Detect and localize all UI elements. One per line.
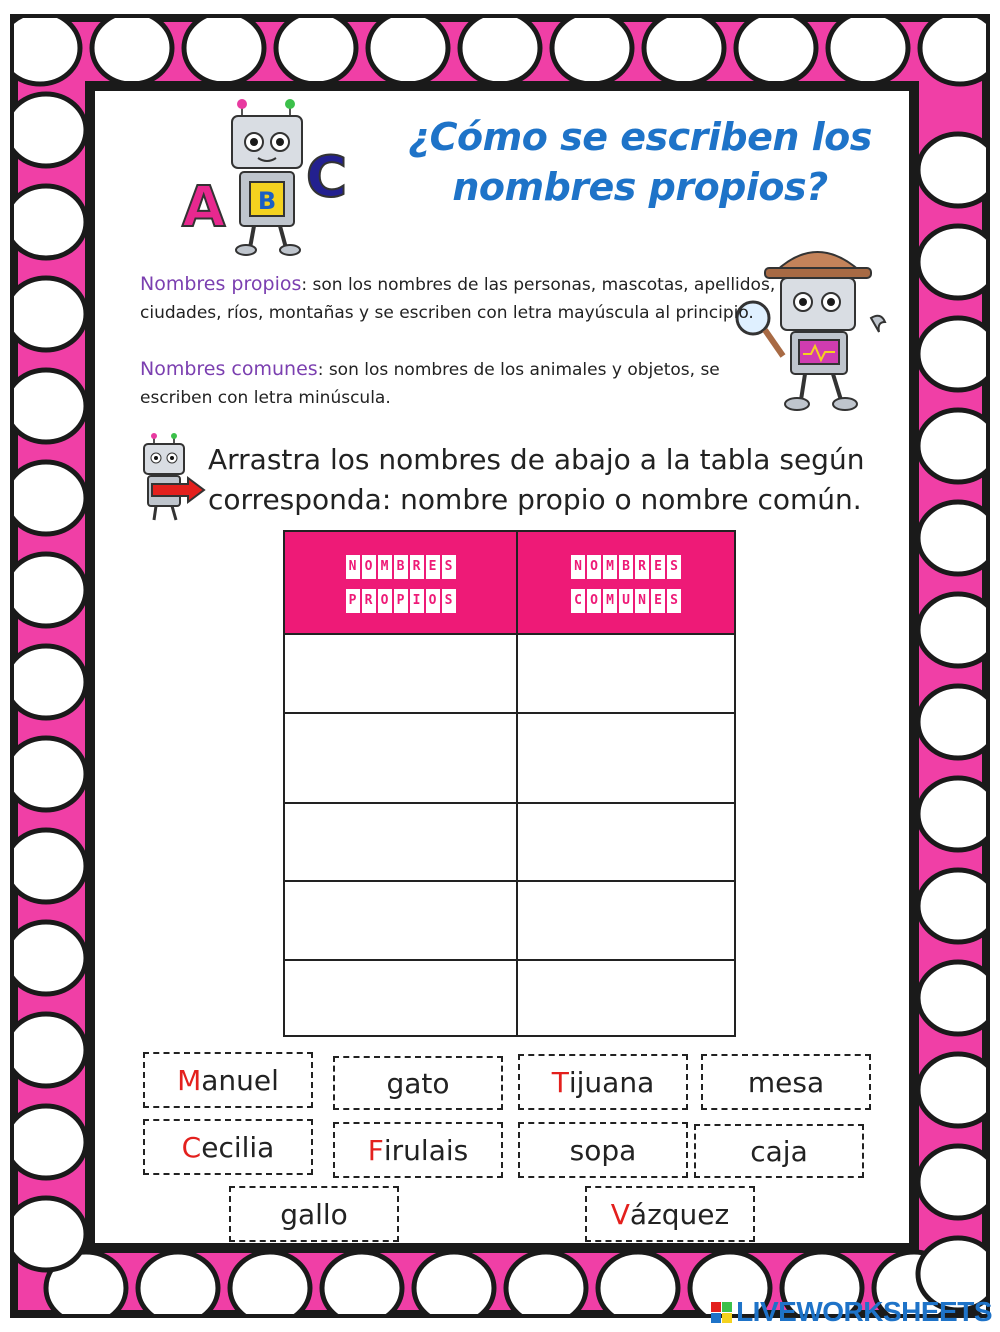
word-card-firulais[interactable] xyxy=(333,1122,503,1178)
robot-arrow-icon xyxy=(126,432,206,524)
title-line-1: ¿Cómo se escriben los xyxy=(408,115,872,159)
page-title xyxy=(380,112,900,212)
drop-cell-propios-5[interactable] xyxy=(285,961,516,1035)
frame-dot xyxy=(6,186,86,258)
word-card-manuel[interactable] xyxy=(143,1052,313,1108)
drop-cell-comunes-2[interactable] xyxy=(518,714,734,802)
word-card-vazquez[interactable] xyxy=(585,1186,755,1242)
frame-dot xyxy=(918,870,998,942)
header-letter: O xyxy=(426,589,440,613)
frame-dot xyxy=(6,922,86,994)
card-rest: anuel xyxy=(201,1063,279,1097)
header-letter: S xyxy=(442,589,456,613)
card-rest: irulais xyxy=(383,1133,469,1167)
header-nombres-comunes xyxy=(518,532,734,635)
header-letter: U xyxy=(619,589,633,613)
drop-cell-propios-4[interactable] xyxy=(285,882,516,959)
card-rest: ázquez xyxy=(629,1197,730,1231)
frame-dot xyxy=(552,12,632,84)
word-card-caja[interactable] xyxy=(694,1124,864,1178)
drop-cell-propios-2[interactable] xyxy=(285,714,516,802)
svg-text:A: A xyxy=(182,175,226,240)
header-letter: P xyxy=(346,589,360,613)
frame-dot xyxy=(6,738,86,810)
frame-dot xyxy=(322,1252,402,1324)
frame-dot xyxy=(918,962,998,1034)
frame-dot xyxy=(6,646,86,718)
liveworksheets-logo xyxy=(711,1296,992,1328)
header-letter: S xyxy=(667,589,681,613)
instruction-text: Arrastra los nombres de abajo a la tabla según corresponda: nombre propio o nombre común. xyxy=(208,443,865,516)
sorting-table xyxy=(283,530,736,1037)
header-comunes-word-1 xyxy=(571,555,681,579)
frame-dot xyxy=(6,830,86,902)
term-propios: Nombres propios xyxy=(140,273,302,295)
header-letter: P xyxy=(394,589,408,613)
header-letter: O xyxy=(362,555,376,579)
frame-dot xyxy=(276,12,356,84)
frame-dot xyxy=(918,410,998,482)
frame-dot xyxy=(6,94,86,166)
frame-dot xyxy=(92,12,172,84)
header-letter: E xyxy=(651,555,665,579)
header-letter: I xyxy=(410,589,424,613)
frame-dot xyxy=(736,12,816,84)
frame-dot xyxy=(368,12,448,84)
header-nombres-propios xyxy=(285,532,516,635)
header-letter: S xyxy=(667,555,681,579)
card-rest: gallo xyxy=(280,1197,348,1231)
frame-dot xyxy=(230,1252,310,1324)
drop-cell-comunes-4[interactable] xyxy=(518,882,734,959)
card-rest: ijuana xyxy=(568,1065,655,1099)
word-card-sopa[interactable] xyxy=(518,1122,688,1178)
header-letter: R xyxy=(410,555,424,579)
card-rest: ecilia xyxy=(201,1130,275,1164)
frame-dot xyxy=(918,1146,998,1218)
card-capital-letter: C xyxy=(181,1130,202,1164)
header-letter: M xyxy=(603,589,617,613)
word-card-gato[interactable] xyxy=(333,1056,503,1110)
frame-dot xyxy=(414,1252,494,1324)
header-letter: O xyxy=(587,555,601,579)
header-propios-word-2 xyxy=(346,589,456,613)
definition-comunes xyxy=(140,355,780,412)
frame-dot xyxy=(918,686,998,758)
frame-dot xyxy=(918,134,998,206)
frame-dot xyxy=(918,1054,998,1126)
header-letter: O xyxy=(587,589,601,613)
frame-dot xyxy=(918,778,998,850)
header-letter: R xyxy=(362,589,376,613)
liveworksheets-logo-text: LIVEWORKSHEETS xyxy=(736,1296,992,1327)
definition-propios xyxy=(140,270,780,327)
frame-dot xyxy=(6,462,86,534)
header-letter: C xyxy=(571,589,585,613)
definition-comunes-text: : son los nombres de los animales y objetos, se escriben con letra minúscula. xyxy=(140,360,720,408)
header-propios-word-1 xyxy=(346,555,456,579)
frame-dot xyxy=(918,318,998,390)
frame-dot xyxy=(6,1198,86,1270)
card-capital-letter: M xyxy=(177,1063,202,1097)
frame-dot xyxy=(6,554,86,626)
frame-dot xyxy=(918,594,998,666)
word-card-cecilia[interactable] xyxy=(143,1119,313,1175)
header-comunes-word-2 xyxy=(571,589,681,613)
frame-dot xyxy=(644,12,724,84)
word-card-mesa[interactable] xyxy=(701,1054,871,1110)
drop-cell-comunes-5[interactable] xyxy=(518,961,734,1035)
header-letter: B xyxy=(394,555,408,579)
header-letter: M xyxy=(378,555,392,579)
frame-dot xyxy=(138,1252,218,1324)
header-letter: E xyxy=(426,555,440,579)
card-capital-letter: F xyxy=(367,1133,384,1167)
header-letter: M xyxy=(603,555,617,579)
header-letter: O xyxy=(378,589,392,613)
header-letter: N xyxy=(571,555,585,579)
card-rest: sopa xyxy=(569,1133,637,1167)
header-letter: R xyxy=(635,555,649,579)
card-capital-letter: T xyxy=(551,1065,569,1099)
frame-dot xyxy=(506,1252,586,1324)
header-letter: E xyxy=(651,589,665,613)
frame-dot xyxy=(6,1106,86,1178)
card-rest: gato xyxy=(386,1066,450,1100)
svg-text:B: B xyxy=(257,187,277,215)
robot-abc-illustration xyxy=(180,98,360,258)
svg-text:C: C xyxy=(306,145,348,210)
drop-cell-comunes-3[interactable] xyxy=(518,804,734,880)
drop-cell-comunes-1[interactable] xyxy=(518,635,734,712)
frame-dot xyxy=(184,12,264,84)
drop-cell-propios-3[interactable] xyxy=(285,804,516,880)
definition-propios-text: : son los nombres de las personas, mascotas, apellidos, ciudades, ríos, montañas y se escriben con letra mayúscula al principio. xyxy=(140,275,776,323)
frame-dot xyxy=(460,12,540,84)
frame-dot xyxy=(6,278,86,350)
header-letter: N xyxy=(346,555,360,579)
header-letter: S xyxy=(442,555,456,579)
frame-dot xyxy=(918,502,998,574)
word-card-gallo[interactable] xyxy=(229,1186,399,1242)
frame-dot xyxy=(828,12,908,84)
card-rest: caja xyxy=(750,1134,808,1168)
frame-dot xyxy=(6,370,86,442)
liveworksheets-logo-icon xyxy=(711,1302,732,1323)
frame-dot xyxy=(6,1014,86,1086)
header-letter: N xyxy=(635,589,649,613)
drop-cell-propios-1[interactable] xyxy=(285,635,516,712)
frame-dot xyxy=(918,226,998,298)
title-line-2: nombres propios? xyxy=(452,165,828,209)
header-letter: B xyxy=(619,555,633,579)
card-rest: mesa xyxy=(747,1065,825,1099)
card-capital-letter: V xyxy=(610,1197,630,1231)
frame-dot xyxy=(598,1252,678,1324)
word-card-tijuana[interactable] xyxy=(518,1054,688,1110)
term-comunes: Nombres comunes xyxy=(140,358,318,380)
